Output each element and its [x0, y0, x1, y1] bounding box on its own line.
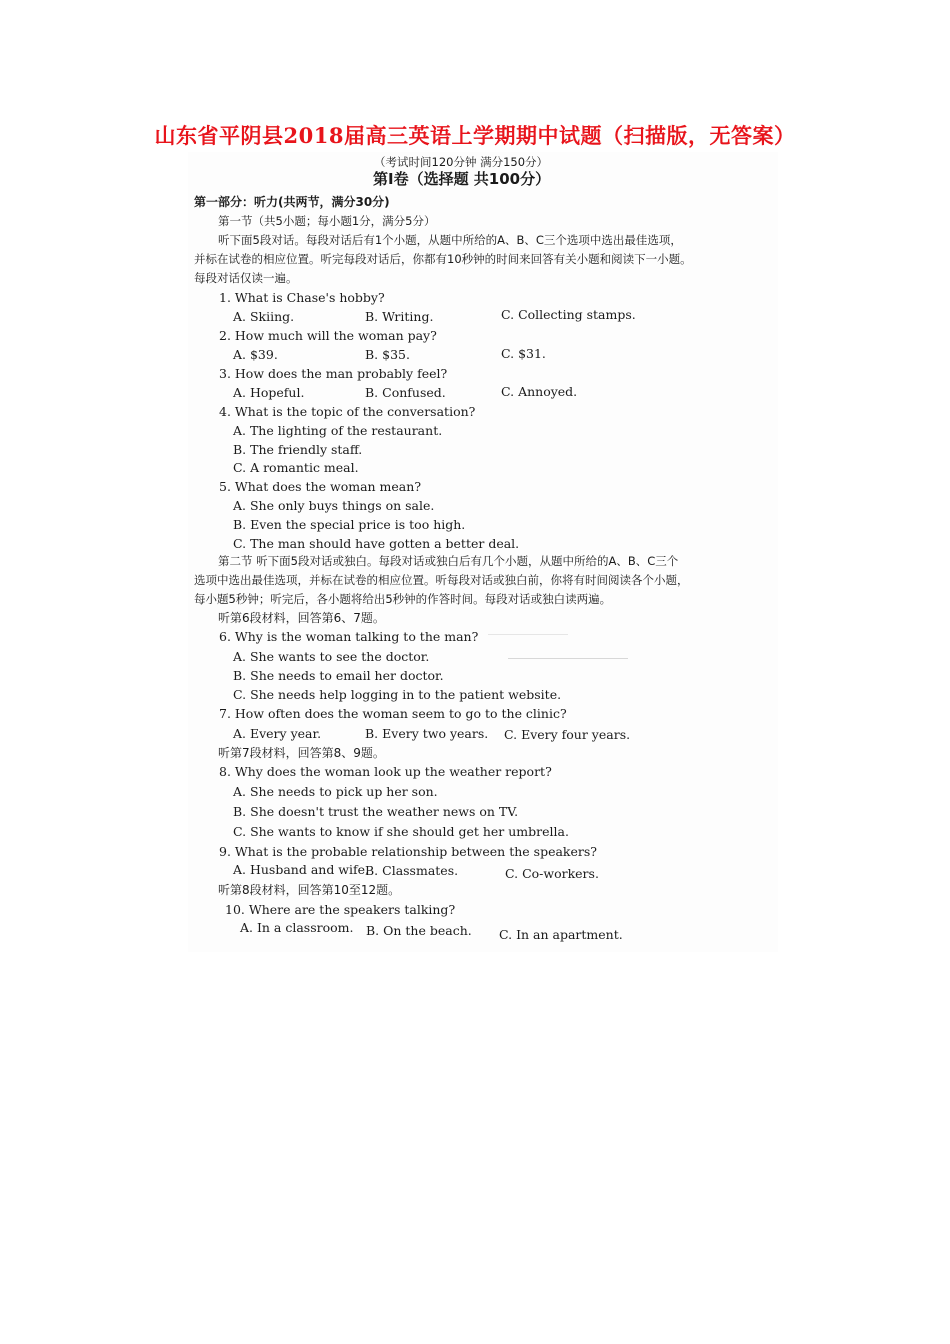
option-b: B. The friendly staff. — [233, 442, 363, 457]
option-b: B. Confused. — [365, 385, 446, 400]
option-c: C. Co-workers. — [505, 866, 599, 881]
option-b: B. Even the special price is too high. — [233, 517, 466, 532]
option-c: C. The man should have gotten a better deal. — [233, 536, 520, 551]
question-text: 5. What does the woman mean? — [219, 479, 422, 494]
page-title: 山东省平阴县2018届高三英语上学期期中试题（扫描版，无答案） — [154, 123, 796, 148]
question-text: 6. Why is the woman talking to the man? — [219, 629, 479, 644]
option-c: C. Collecting stamps. — [501, 307, 636, 322]
material-7-heading: 听第7段材料，回答第8、9题。 — [218, 746, 385, 760]
option-a: A. She wants to see the doctor. — [233, 649, 430, 664]
option-a: A. She only buys things on sale. — [233, 498, 435, 513]
option-a: A. Every year. — [233, 726, 322, 741]
question-text: 10. Where are the speakers talking? — [225, 902, 456, 917]
question-text: 2. How much will the woman pay? — [219, 328, 437, 343]
option-c: C. Annoyed. — [501, 384, 578, 399]
option-c: C. She needs help logging in to the patient website. — [233, 687, 562, 702]
option-c: C. She wants to know if she should get her umbrella. — [233, 824, 569, 839]
option-b: B. She doesn't trust the weather news on TV. — [233, 804, 519, 819]
option-a: A. In a classroom. — [240, 920, 354, 935]
option-a: A. Husband and wife. — [233, 862, 369, 877]
option-c: C. Every four years. — [504, 727, 631, 742]
material-6-heading: 听第6段材料，回答第6、7题。 — [218, 611, 385, 625]
option-c: C. $31. — [501, 346, 546, 361]
section-one-instruction: 听下面5段对话。每段对话后有1个小题，从题中所给的A、B、C三个选项中选出最佳选项， — [218, 233, 682, 247]
option-b: B. Every two years. — [365, 726, 489, 741]
section-one-heading: 第一节（共5小题；每小题1分，满分5分） — [218, 214, 436, 228]
question-text: 9. What is the probable relationship between the speakers? — [219, 844, 597, 859]
option-b: B. On the beach. — [366, 923, 472, 938]
section-one-instruction: 每段对话仅读一遍。 — [194, 271, 298, 285]
option-a: A. $39. — [233, 347, 278, 362]
material-8-heading: 听第8段材料，回答第10至12题。 — [218, 883, 401, 897]
part-one-heading: 第一部分：听力(共两节，满分30分) — [194, 195, 390, 209]
option-a: A. The lighting of the restaurant. — [233, 423, 443, 438]
option-a: A. She needs to pick up her son. — [233, 784, 438, 799]
section-two-instruction: 第二节 听下面5段对话或独白。每段对话或独白后有几个小题，从题中所给的A、B、C三个 — [218, 554, 679, 568]
option-c: C. A romantic meal. — [233, 460, 359, 475]
scan-smudge — [508, 658, 628, 659]
question-text: 1. What is Chase's hobby? — [219, 290, 385, 305]
scanned-exam-page — [188, 152, 778, 952]
section-two-instruction: 每小题5秒钟；听完后，各小题将给出5秒钟的作答时间。每段对话或独白读两遍。 — [194, 592, 612, 606]
option-a: A. Hopeful. — [233, 385, 305, 400]
scan-smudge — [488, 634, 568, 635]
question-text: 7. How often does the woman seem to go to the clinic? — [219, 706, 567, 721]
question-text: 8. Why does the woman look up the weather report? — [219, 764, 552, 779]
question-text: 3. How does the man probably feel? — [219, 366, 448, 381]
option-a: A. Skiing. — [233, 309, 295, 324]
option-b: B. Writing. — [365, 309, 434, 324]
section-two-instruction: 选项中选出最佳选项，并标在试卷的相应位置。听每段对话或独白前，你将有时间阅读各个小题， — [194, 573, 689, 587]
option-b: B. Classmates. — [365, 863, 459, 878]
question-text: 4. What is the topic of the conversation? — [219, 404, 476, 419]
section-one-instruction: 并标在试卷的相应位置。听完每段对话后，你都有10秒钟的时间来回答有关小题和阅读下一小题。 — [194, 252, 692, 266]
volume-heading: 第Ⅰ卷（选择题 共100分） — [373, 170, 551, 188]
option-b: B. She needs to email her doctor. — [233, 668, 444, 683]
option-c: C. In an apartment. — [499, 927, 623, 942]
option-b: B. $35. — [365, 347, 410, 362]
exam-time-note: （考试时间120分钟 满分150分） — [374, 155, 549, 169]
